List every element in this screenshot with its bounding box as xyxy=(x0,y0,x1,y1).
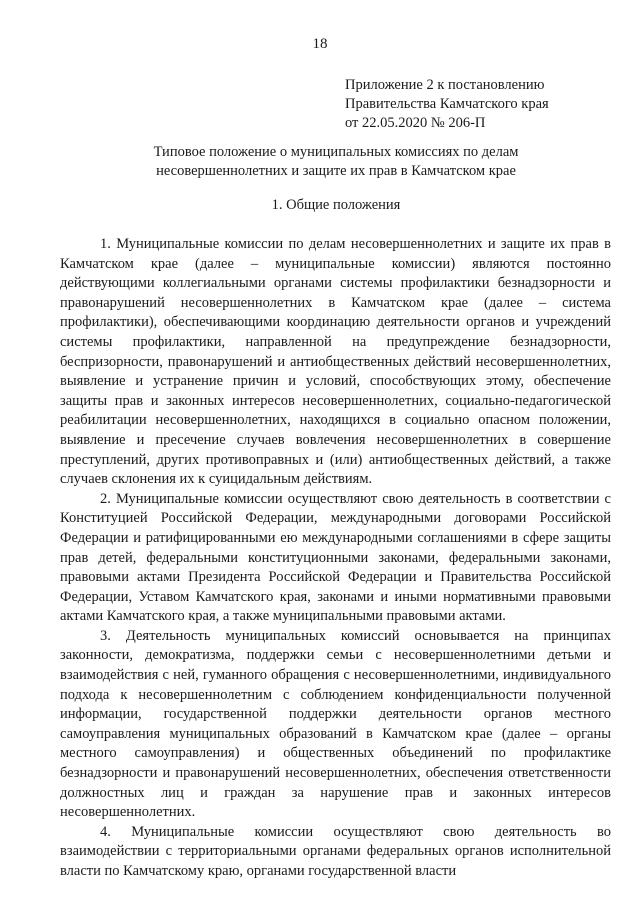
appendix-line: Приложение 2 к постановлению xyxy=(345,77,545,93)
paragraph-3: 3. Деятельность муниципальных комиссий основывается на принципах законности, демократизма, поддержки семьи с несовершеннолетними детьми и взаимодействия с ней, гуманного обращения с несовершеннолетними, индивидуального подхода к несовершеннолетним с соблюдением конфиденциальности полученной информации, государственной поддержки деятельности органов местного самоуправления муниципальных образований в Камчатском крае (далее – органы местного самоуправления) и общественных объединений по профилактике безнадзорности и правонарушений несовершеннолетних, обеспечения ответственности должностных лиц и граждан за нарушение прав и законных интересов несовершеннолетних. xyxy=(60,627,611,821)
appendix-header xyxy=(345,76,625,133)
paragraph-1: 1. Муниципальные комиссии по делам несовершеннолетних и защите их прав в Камчатском крае (далее – муниципальные комиссии) являются постоянно действующими коллегиальными органами системы профилактики безнадзорности и правонарушений несовершеннолетних в Камчатском крае (далее – система профилактики), обеспечивающими координацию деятельности органов и учреждений системы профилактики, направленной на предупреждение безнадзорности, беспризорности, правонарушений и антиобщественных действий несовершеннолетних, выявление и устранение причин и условий, способствующих этому, обеспечение защиты прав и законных интересов несовершеннолетних, социально-педагогической реабилитации несовершеннолетних, находящихся в социально опасном положении, выявление и пресечение случаев вовлечения несовершеннолетних в совершение преступлений, других противоправных и (или) антиобщественных действий, а также случаев склонения их к суицидальным действиям. xyxy=(60,236,611,488)
paragraph-2: 2. Муниципальные комиссии осуществляют свою деятельность в соответствии с Конституцией Российской Федерации, международными договорами Российской Федерации и ратифицированными ею международными соглашениями в сфере защиты прав детей, федеральными конституционными законами, федеральными законами, правовыми актами Президента Российской Федерации и Правительства Российской Федерации, Уставом Камчатского края, законами и иными нормативными правовыми актами Камчатского края, а также муниципальными правовыми актами. xyxy=(60,490,611,625)
appendix-line: Правительства Камчатского края xyxy=(345,96,549,112)
title-line: несовершеннолетних и защите их прав в Камчатском крае xyxy=(156,162,516,179)
title-line: Типовое положение о муниципальных комиссиях по делам xyxy=(153,144,519,160)
document-body xyxy=(60,235,611,882)
page-number: 18 xyxy=(312,36,328,52)
document-title xyxy=(60,143,612,180)
appendix-line: от 22.05.2020 № 206-П xyxy=(345,115,486,131)
paragraph-4: 4. Муниципальные комиссии осуществляют свою деятельность во взаимодействии с территориальными органами федеральных органов исполнительной власти по Камчатскому краю, органами государственной власти xyxy=(60,823,611,879)
section-heading: 1. Общие положения xyxy=(271,197,401,213)
